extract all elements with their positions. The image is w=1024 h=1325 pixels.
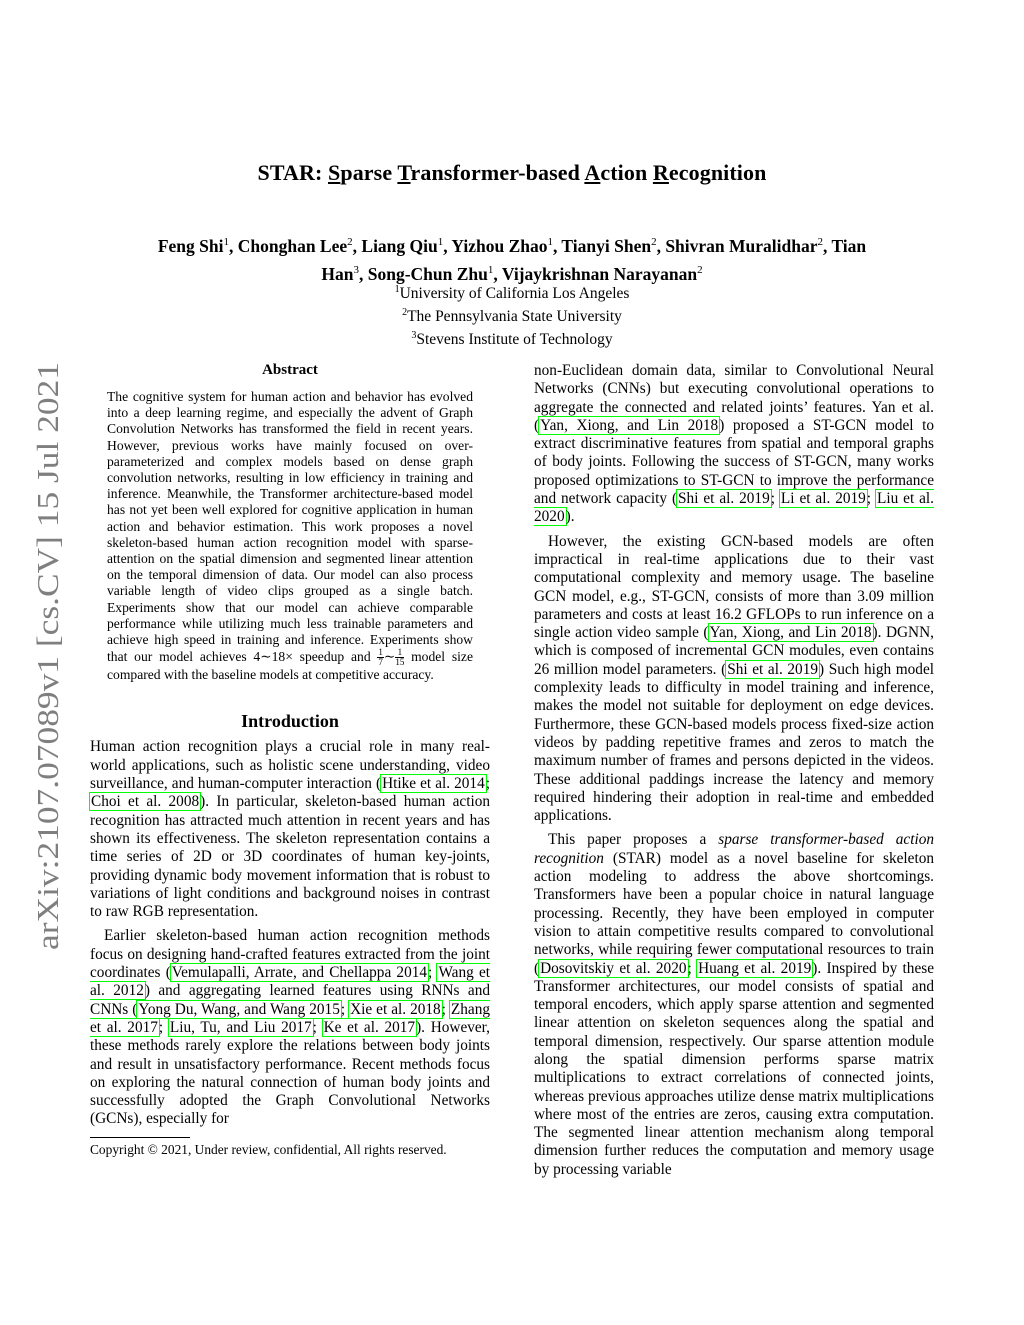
- body-text: Human action recognition plays a crucial role in many real-world applications, such as holistic scene understanding, video surveillance, and human-computer interaction (: [90, 738, 490, 793]
- citation-link[interactable]: Choi et al. 2008: [91, 793, 200, 811]
- author-sup: 2: [697, 263, 703, 276]
- affiliation: [80, 326, 944, 349]
- affiliation-sup: 3: [411, 330, 417, 342]
- author-line-2: Han$^3$, Song-Chun Zhu$^1$, Vijaykrishnan Narayanan$^2$: [321, 263, 703, 284]
- introduction-heading: Introduction: [241, 711, 339, 732]
- citation-link[interactable]: Huang et al. 2019: [698, 959, 812, 977]
- body-text: ). However, these methods rarely explore the relations between body joints and result in unsatisfactory performance. Recent methods focus on exploring the natural connection of human body joints and successfully adopted the Graph Convolutional Networks (GCNs), especially for: [90, 1018, 490, 1128]
- abstract-text: model size compared with the baseline models at competitive accuracy.: [107, 649, 473, 683]
- intro-paragraph-2: [90, 927, 490, 1128]
- title-part: ecognition: [668, 160, 767, 185]
- paper-title: [80, 160, 944, 186]
- right-paragraph-2: [534, 533, 934, 826]
- citation-link[interactable]: Ke et al. 2017: [323, 1018, 416, 1036]
- author-name: Shivran Muralidhar: [665, 235, 818, 256]
- body-text: ).: [565, 508, 575, 526]
- citation-link[interactable]: Yan, Xiong, and Lin 2018: [540, 416, 719, 434]
- body-text: Earlier skeleton-based human action recognition methods focus on designing hand-crafted features extracted from the joint coordinates (: [90, 927, 490, 982]
- affiliation: [80, 303, 944, 326]
- arxiv-stamp: [28, 360, 68, 950]
- title-part: ransformer-based: [410, 160, 585, 185]
- abstract-heading: Abstract: [262, 362, 318, 378]
- citation-link[interactable]: Htike et al. 2014: [382, 775, 485, 793]
- author-name: Tian: [831, 235, 867, 256]
- author-name: Vijaykrishnan Narayanan: [501, 263, 698, 284]
- arxiv-id-text: arXiv:2107.07089v1 [cs.CV] 15 Jul 2021: [30, 435, 65, 950]
- body-text: ;: [866, 490, 876, 508]
- citation-link[interactable]: Dosovitskiy et al. 2020: [540, 959, 687, 977]
- author-sup: 1: [437, 236, 444, 248]
- author-sup: 2: [651, 236, 657, 248]
- title-part: ction: [600, 160, 653, 185]
- abstract-body: [107, 389, 473, 683]
- abstract-text: The cognitive system for human action and behavior has evolved into a deep learning regime, and especially the advent of Graph Convolution Networks has transformed the field in recent years. However, previous works have mainly focused on over-parameterized and complex models based on dense graph convolution networks, resulting in low efficiency in training and inference. Meanwhile, the Transformer architecture-based model has not yet been well explored for cognitive application in human action and behavior estimation. This work proposes a novel skeleton-based human action recognition model with sparse-attention on the spatial dimension and segmented linear attention on the temporal dimension of data. Our model can also process variable length of video clips grouped as a single batch. Experiments show that our model can achieve comparable performance while utilizing much less trainable parameters and achieve high speed in training and inference. Experiments show that our model achieves 4∼18× speedup and: [107, 389, 473, 665]
- affiliation-text: University of California Los Angeles: [399, 285, 630, 303]
- author-line-1: Feng Shi$^1$, Chonghan Lee$^2$, Liang Qiu$^1$, Yizhou Zhao$^1$, Tianyi Shen$^2$, Shivran Muralidhar$^2$, Tian: [157, 235, 867, 256]
- title-part: STAR:: [257, 160, 329, 185]
- author-sup: 3: [353, 263, 359, 276]
- author-name: Han: [321, 263, 354, 284]
- right-paragraph-1: [534, 362, 934, 527]
- author-name: Chonghan Lee: [237, 235, 348, 256]
- citation-link[interactable]: Shi et al. 2019: [678, 490, 770, 508]
- title-part: T: [397, 160, 411, 185]
- citation-link[interactable]: Yong Du, Wang, and Wang 2015: [138, 1000, 340, 1018]
- author-name: Feng Shi: [157, 235, 224, 256]
- body-text: ;: [428, 964, 438, 982]
- fraction-numerator: 1: [395, 648, 404, 658]
- body-text: ) proposed a ST-GCN model to extract discriminative features from spatial and temporal graphs of body joints. Following the success of ST-GCN, many works proposed optimizations to ST-GCN to improve the performance and network capacity (: [534, 416, 934, 508]
- affiliation-text: The Pennsylvania State University: [407, 308, 622, 326]
- affiliation: [80, 280, 944, 303]
- body-text: ) and aggregating learned features using RNNs and CNNs (: [90, 982, 490, 1018]
- affiliation-sup: 1: [394, 284, 400, 295]
- citation-link[interactable]: Vemulapalli, Arrate, and Chellappa 2014: [171, 964, 428, 982]
- fraction-denominator: 15: [395, 657, 405, 668]
- arxiv-stamp-svg: [28, 360, 68, 950]
- body-text: ). DGNN, which is composed of incremental GCN modules, even contains 26 million model parameters. (: [534, 624, 934, 678]
- body-text: ;: [340, 1000, 350, 1018]
- right-column: [534, 362, 934, 1179]
- body-text: ) Such high model complexity leads to difficulty in model training and inference, makes the model not suitable for deployment on edge devices. Furthermore, these GCN-based models process fixed-size action videos by padding repetitive frames and zeros to match the maximum number of frames and persons depicted in the videos. These additional paddings increase the latency and memory required hindering their adoption in real-time and embedded applications.: [534, 660, 934, 825]
- title-part: A: [584, 160, 601, 185]
- affiliation-text: Stevens Institute of Technology: [416, 331, 613, 349]
- citation-link[interactable]: Zhang et al. 2017: [90, 1000, 491, 1036]
- body-text: ). Inspired by these Transformer architectures, our model consists of spatial and temporal encoders, which apply sparse attention and segmented linear attention on skeleton sequences along the spatial and temporal dimension, respectively. Our sparse attention module along the spatial dimension performs sparse matrix multiplications to extract correlations of connected joints, whereas previous approaches utilize dense matrix multiplications where most of the entries are zeros, causing extra computation. The segmented linear attention mechanism along temporal dimension further reduces the computation and memory usage by processing variable: [534, 959, 934, 1178]
- author-sup: 1: [223, 236, 229, 248]
- emphasized-text: sparse transformer-based action recognition: [534, 831, 934, 867]
- title-part: R: [652, 160, 669, 185]
- intro-paragraph-1: [90, 738, 490, 921]
- body-text: However, the existing GCN-based models are often impractical in real-time applications due to their vast computational complexity and memory usage. The baseline GCN model, e.g., ST-GCN, consists of more than 3.09 million parameters and costs at least 16.2 GFLOPs to run inference on a single action video sample (: [534, 532, 934, 642]
- body-text: ;: [312, 1018, 323, 1036]
- copyright-footnote: Copyright © 2021, Under review, confidential, All rights reserved.: [90, 1141, 447, 1157]
- footnote-rule: [90, 1137, 190, 1138]
- fraction-numerator: 1: [378, 647, 383, 658]
- fraction-denominator: 7: [378, 657, 383, 668]
- author-sup: 1: [547, 236, 553, 248]
- author-sup: 1: [487, 263, 494, 276]
- affiliation-sup: 2: [402, 307, 408, 319]
- author-name: Yizhou Zhao: [451, 235, 548, 256]
- tilde-symbol: ∼: [383, 649, 396, 665]
- body-text: ;: [485, 775, 490, 793]
- title-part: S: [328, 160, 341, 185]
- left-column: [90, 362, 490, 1158]
- body-text: ). In particular, skeleton-based human action recognition has attracted much attention in recent years and has shown its effectiveness. The skeleton representation contains a time series of 2D or 3D coordinates of human key-joints, providing dynamic body movement information that is robust to variations of light conditions and background noises in contrast to raw RGB representation.: [90, 793, 490, 921]
- citation-link[interactable]: Liu, Tu, and Liu 2017: [169, 1018, 312, 1036]
- author-name: Liang Qiu: [361, 235, 438, 256]
- body-text: ;: [441, 1000, 450, 1018]
- author-list: [90, 230, 934, 286]
- title-part: parse: [340, 160, 398, 185]
- body-text: ;: [687, 959, 698, 977]
- author-sup: 2: [817, 236, 824, 248]
- author-sup: 2: [347, 236, 353, 248]
- citation-link[interactable]: Wang et al. 2012: [90, 964, 490, 1000]
- citation-link[interactable]: Yan, Xiong, and Lin 2018: [709, 624, 872, 642]
- citation-link[interactable]: Shi et al. 2019: [727, 660, 819, 678]
- right-paragraph-3: [534, 831, 934, 1179]
- citation-link[interactable]: Liu et al. 2020: [534, 490, 934, 526]
- author-name: Song-Chun Zhu: [367, 263, 488, 284]
- fraction: [395, 648, 404, 667]
- body-text: non-Euclidean domain data, similar to Convolutional Neural Networks (CNNs) but executing convolutional operations to aggregate the connected and related joints’ features. Yan et al. (: [534, 362, 934, 434]
- citation-link[interactable]: Li et al. 2019: [780, 490, 866, 508]
- author-name: Tianyi Shen: [561, 235, 652, 256]
- body-text: ;: [770, 490, 780, 508]
- body-text: ;: [158, 1018, 169, 1036]
- citation-link[interactable]: Xie et al. 2018: [350, 1000, 441, 1018]
- body-text: (STAR) model as a novel baseline for skeleton action modeling to address the above shortcomings. Transformers have been a popular choice in natural language processing. Recently, they have been employed in computer vision to attain competitive results compared to convolutional networks, while requiring fewer computational resources to train (: [534, 849, 934, 977]
- body-text: This paper proposes a: [548, 831, 719, 849]
- affiliations: [80, 280, 944, 349]
